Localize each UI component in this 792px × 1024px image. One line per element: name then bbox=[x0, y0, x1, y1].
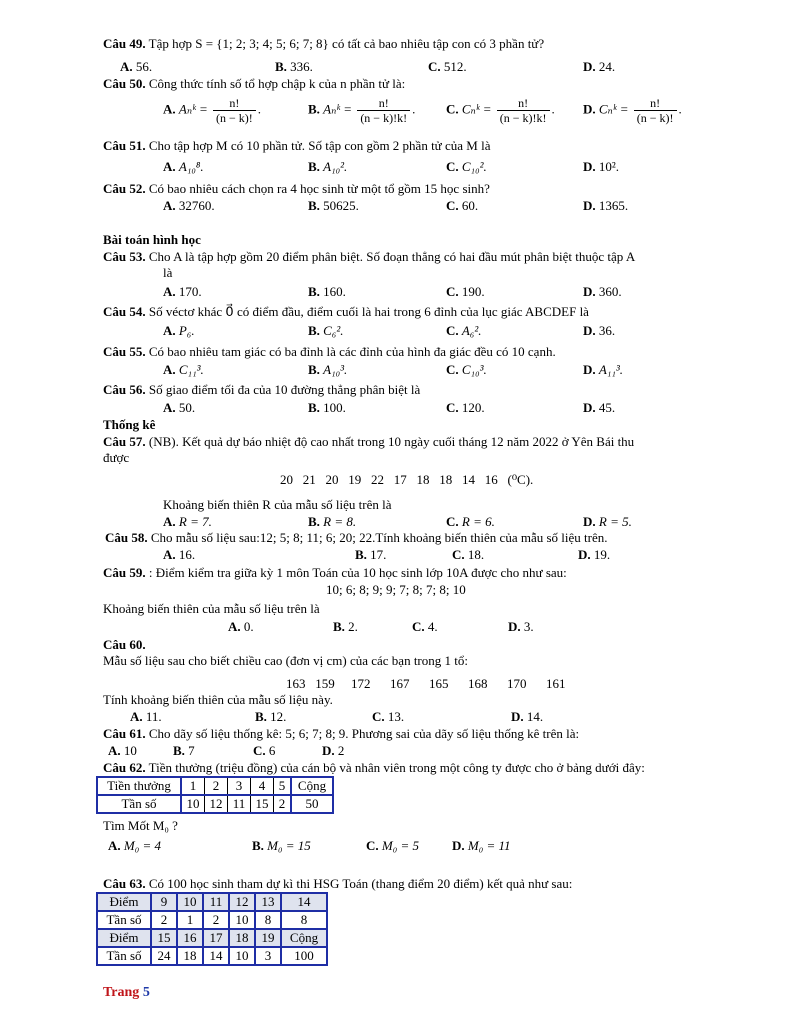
table-cell: 5 bbox=[274, 777, 292, 795]
question-50: Câu 50. Công thức tính số tổ hợp chập k của n phần tử là: bbox=[103, 76, 406, 91]
question-61: Câu 61. Cho dãy số liệu thống kê: 5; 6; 7; 8; 9. Phương sai của dãy số liệu thống kê trên là: bbox=[103, 726, 580, 741]
option-a[interactable]: A. 170. bbox=[163, 284, 202, 299]
table-cell: Tần số bbox=[97, 947, 151, 965]
table-cell: 2 bbox=[205, 777, 228, 795]
table-cell: 3 bbox=[228, 777, 251, 795]
page-footer-word: Trang bbox=[103, 985, 140, 1000]
option-a[interactable]: A. 50. bbox=[163, 400, 196, 415]
table-row bbox=[97, 929, 327, 947]
table-cell: 12 bbox=[205, 795, 228, 813]
option-a[interactable]: A. 56. bbox=[120, 59, 153, 74]
table-cell: 9 bbox=[151, 893, 177, 911]
data-series: 20 21 20 19 22 17 18 18 14 16 (⁰C). bbox=[280, 472, 534, 487]
table-cell: Cộng bbox=[291, 777, 333, 795]
table-cell: Tần số bbox=[97, 911, 151, 929]
page-number: 5 bbox=[142, 985, 150, 1000]
table-cell: 50 bbox=[291, 795, 333, 813]
option-b[interactable]: B. M₀ = 15 bbox=[252, 838, 311, 853]
question-49 bbox=[103, 36, 544, 51]
option-a[interactable]: A. 10 bbox=[108, 743, 137, 758]
question-60-label: Câu 60. bbox=[103, 637, 146, 652]
table-cell: 8 bbox=[281, 911, 327, 929]
table-cell: 19 bbox=[255, 929, 281, 947]
sub-question: Khoảng biến thiên R của mẫu số liệu trên là bbox=[163, 497, 392, 512]
sub-question: Khoảng biến thiên của mẫu số liệu trên là bbox=[103, 601, 320, 616]
option-c[interactable]: C. 512. bbox=[428, 59, 467, 74]
option-c[interactable]: C. Cₙᵏ = $\frac{n!}{(n - k)!k!}$ . bbox=[446, 96, 555, 125]
option-b[interactable]: B. Aₙᵏ = $\frac{n!}{(n - k)!k!}$ . bbox=[308, 96, 416, 125]
table-row bbox=[97, 947, 327, 965]
table-cell: 11 bbox=[203, 893, 229, 911]
table-row bbox=[97, 911, 327, 929]
option-b[interactable]: B. 336. bbox=[275, 59, 313, 74]
option-b[interactable]: B. 7 bbox=[173, 743, 195, 758]
question-57: Câu 57. (NB). Kết quả dự báo nhiệt độ cao nhất trong 10 ngày cuối tháng 12 năm 2022 ở Yên Bái thu bbox=[103, 434, 635, 449]
question-label: Câu 49. bbox=[103, 36, 146, 51]
table-cell: 14 bbox=[281, 893, 327, 911]
option-a[interactable]: A. 16. bbox=[163, 547, 196, 562]
option-b[interactable]: B. A₁₀³. bbox=[308, 362, 348, 377]
option-c[interactable]: C. 13. bbox=[372, 709, 405, 724]
question-52: Câu 52. Có bao nhiêu cách chọn ra 4 học sinh từ một tổ gồm 15 học sinh? bbox=[103, 181, 490, 196]
option-a[interactable]: A. M₀ = 4 bbox=[108, 838, 162, 853]
table-cell: 13 bbox=[255, 893, 281, 911]
option-d[interactable]: D. M₀ = 11 bbox=[452, 838, 511, 853]
option-b[interactable]: B. R = 8. bbox=[308, 514, 357, 529]
table-row bbox=[97, 777, 333, 795]
section-heading-statistics: Thống kê bbox=[103, 417, 156, 432]
table-cell: 10 bbox=[229, 911, 255, 929]
option-b[interactable]: B. 100. bbox=[308, 400, 346, 415]
option-d[interactable]: D. 3. bbox=[508, 619, 534, 634]
page-footer bbox=[103, 985, 150, 1001]
option-d[interactable]: D. 45. bbox=[583, 400, 616, 415]
table-cell: Điểm bbox=[97, 893, 151, 911]
table-cell: 10 bbox=[181, 795, 205, 813]
option-d[interactable]: D. 360. bbox=[583, 284, 622, 299]
question-57-cont: được bbox=[103, 450, 130, 465]
option-d[interactable]: D. 10². bbox=[583, 159, 620, 174]
table-cell: 2 bbox=[274, 795, 292, 813]
option-c[interactable]: C. 18. bbox=[452, 547, 485, 562]
option-d[interactable]: D. R = 5. bbox=[583, 514, 632, 529]
option-c[interactable]: C. C₁₀³. bbox=[446, 362, 487, 377]
option-d[interactable]: D. 19. bbox=[578, 547, 611, 562]
table-cell: 17 bbox=[203, 929, 229, 947]
option-b[interactable]: B. 17. bbox=[355, 547, 387, 562]
table-cell: 8 bbox=[255, 911, 281, 929]
option-c[interactable]: C. M₀ = 5 bbox=[366, 838, 420, 853]
question-51: Câu 51. Cho tập hợp M có 10 phần tử. Số tập con gồm 2 phần tử của M là bbox=[103, 138, 491, 153]
table-cell: 24 bbox=[151, 947, 177, 965]
section-heading-geometry: Bài toán hình học bbox=[103, 232, 201, 247]
option-d[interactable]: D. 24. bbox=[583, 59, 616, 74]
table-cell: 2 bbox=[203, 911, 229, 929]
option-a[interactable]: A. 0. bbox=[228, 619, 254, 634]
table-row bbox=[97, 795, 333, 813]
option-c[interactable]: C. C₁₀². bbox=[446, 159, 487, 174]
table-cell: 1 bbox=[181, 777, 205, 795]
option-a[interactable]: A. R = 7. bbox=[163, 514, 212, 529]
option-c[interactable]: C. 6 bbox=[253, 743, 276, 758]
table-row bbox=[97, 893, 327, 911]
option-d[interactable]: D. 14. bbox=[511, 709, 544, 724]
question-58: Câu 58. Cho mẫu số liệu sau:12; 5; 8; 11; 6; 20; 22.Tính khoảng biến thiên của mẫu số liệu trên. bbox=[105, 530, 608, 545]
option-b[interactable]: B. 160. bbox=[308, 284, 346, 299]
option-c[interactable]: C. 60. bbox=[446, 198, 479, 213]
table-cell: 18 bbox=[229, 929, 255, 947]
option-c[interactable]: C. R = 6. bbox=[446, 514, 495, 529]
table-cell: 2 bbox=[151, 911, 177, 929]
option-a[interactable]: A. A₁₀⁸. bbox=[163, 159, 204, 174]
sub-question: Tìm Mốt M₀ ? bbox=[103, 818, 178, 833]
table-cell: 14 bbox=[203, 947, 229, 965]
question-59: Câu 59. : Điểm kiểm tra giữa kỳ 1 môn Toán của 10 học sinh lớp 10A được cho như sau: bbox=[103, 565, 567, 580]
table-cell: 15 bbox=[151, 929, 177, 947]
table-cell: Tiền thưởng bbox=[97, 777, 181, 795]
question-56: Câu 56. Số giao điểm tối đa của 10 đường thẳng phân biệt là bbox=[103, 382, 421, 397]
option-c[interactable]: C. 190. bbox=[446, 284, 485, 299]
option-c[interactable]: C. A₆². bbox=[446, 323, 482, 338]
option-c[interactable]: C. 4. bbox=[412, 619, 438, 634]
table-cell: 16 bbox=[177, 929, 203, 947]
table-cell: Cộng bbox=[281, 929, 327, 947]
question-62: Câu 62. Tiền thưởng (triệu đồng) của cán bộ và nhân viên trong một công ty được cho ở bảng dưới đây: bbox=[103, 760, 645, 775]
table-cell: 12 bbox=[229, 893, 255, 911]
option-d[interactable]: D. 2 bbox=[322, 743, 345, 758]
table-cell: 11 bbox=[228, 795, 251, 813]
option-a[interactable]: A. P₆. bbox=[163, 323, 195, 338]
question-53-cont: là bbox=[163, 265, 173, 280]
table-cell: 18 bbox=[177, 947, 203, 965]
option-d[interactable]: D. Cₙᵏ = $\frac{n!}{(n - k)!}$ . bbox=[583, 96, 682, 125]
option-c[interactable]: C. 120. bbox=[446, 400, 485, 415]
data-series: 10; 6; 8; 9; 9; 7; 8; 7; 8; 10 bbox=[326, 582, 466, 597]
question-55: Câu 55. Có bao nhiêu tam giác có ba đỉnh là các đỉnh của hình đa giác đều có 10 cạnh. bbox=[103, 344, 556, 359]
table-cell: 15 bbox=[251, 795, 274, 813]
option-b[interactable]: B. 2. bbox=[333, 619, 358, 634]
frequency-table bbox=[96, 776, 334, 814]
option-d[interactable]: D. A₁₁³. bbox=[583, 362, 624, 377]
table-cell: 1 bbox=[177, 911, 203, 929]
question-54: Câu 54. Số véctơ khác 0⃗ có điểm đầu, điểm cuối là hai trong 6 đỉnh của lục giác ABCDEF là bbox=[103, 304, 589, 319]
option-b[interactable]: B. A₁₀². bbox=[308, 159, 348, 174]
question-text: Tập hợp S = {1; 2; 3; 4; 5; 6; 7; 8} có tất cả bao nhiêu tập con có 3 phần tử? bbox=[148, 36, 545, 51]
option-b[interactable]: B. 12. bbox=[255, 709, 287, 724]
table-cell: Điểm bbox=[97, 929, 151, 947]
option-a[interactable]: A. C₁₁³. bbox=[163, 362, 204, 377]
option-a[interactable]: A. 11. bbox=[130, 709, 162, 724]
option-d[interactable]: D. 36. bbox=[583, 323, 616, 338]
option-b[interactable]: B. 50625. bbox=[308, 198, 359, 213]
question-53: Câu 53. Cho A là tập hợp gồm 20 điểm phân biệt. Số đoạn thẳng có hai đầu mút phân biệt thuộc tập A bbox=[103, 249, 636, 264]
table-cell: 4 bbox=[251, 777, 274, 795]
table-cell: 100 bbox=[281, 947, 327, 965]
score-table bbox=[96, 892, 328, 966]
table-cell: 10 bbox=[177, 893, 203, 911]
option-a[interactable]: A. Aₙᵏ = $\frac{n!}{(n - k)!}$ . bbox=[163, 96, 262, 125]
option-a[interactable]: A. 32760. bbox=[163, 198, 215, 213]
option-d[interactable]: D. 1365. bbox=[583, 198, 629, 213]
table-cell: Tần số bbox=[97, 795, 181, 813]
table-cell: 10 bbox=[229, 947, 255, 965]
sub-question: Tính khoảng biến thiên của mẫu số liệu này. bbox=[103, 692, 333, 707]
question-63: Câu 63. Có 100 học sinh tham dự kì thi HSG Toán (thang điểm 20 điểm) kết quả như sau: bbox=[103, 876, 573, 891]
question-60: Mẫu số liệu sau cho biết chiều cao (đơn vị cm) của các bạn trong 1 tổ: bbox=[103, 653, 468, 668]
table-cell: 3 bbox=[255, 947, 281, 965]
option-b[interactable]: B. C₆². bbox=[308, 323, 344, 338]
data-series: 163 159 172 167 165 168 170 161 bbox=[286, 676, 566, 691]
